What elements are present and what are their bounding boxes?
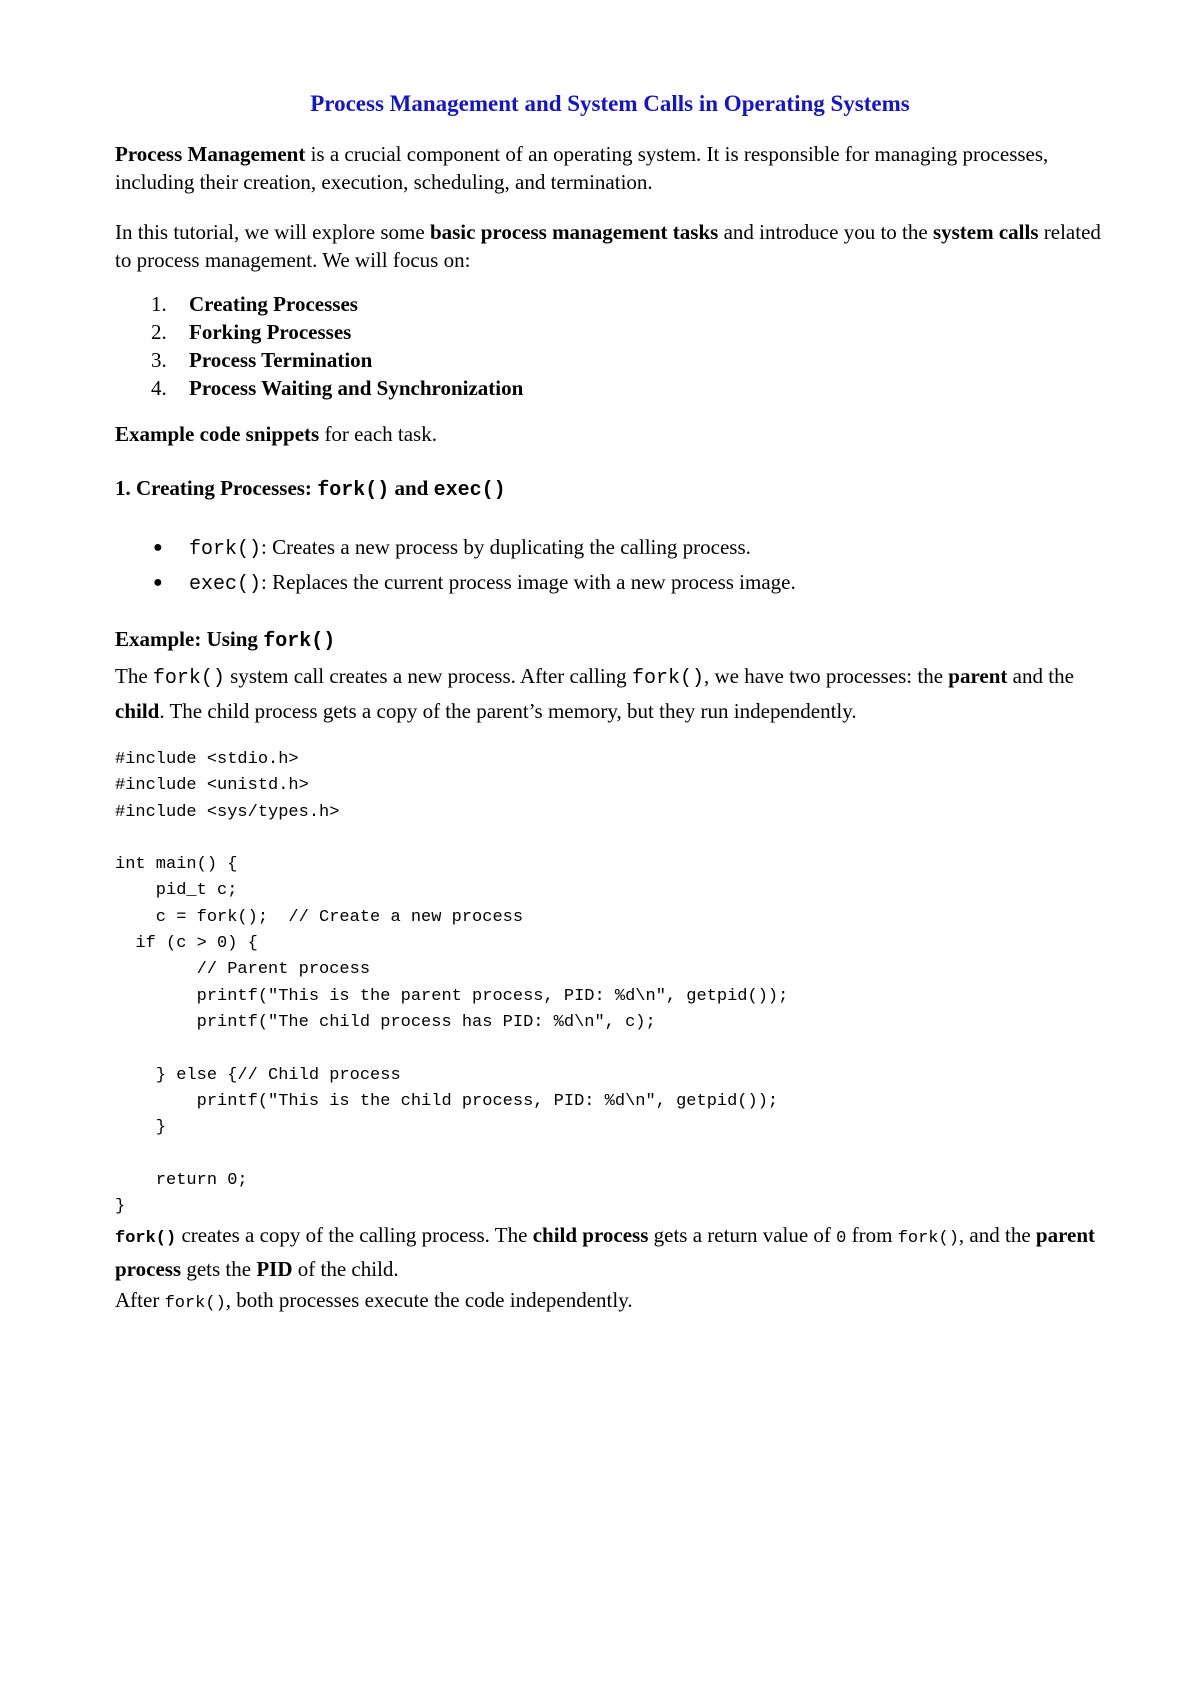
explanation-bold-child-process: child process bbox=[532, 1223, 649, 1248]
explanation-text: creates a copy of the calling process. The bbox=[176, 1223, 533, 1248]
section-heading-and: and bbox=[389, 476, 434, 500]
example-bold-parent: parent bbox=[948, 664, 1008, 688]
example-heading-code: fork() bbox=[263, 630, 336, 653]
explanation-text: from bbox=[846, 1223, 898, 1248]
example-code: fork() bbox=[631, 667, 704, 690]
tutorial-bold-system-calls: system calls bbox=[932, 220, 1039, 244]
snippets-text: for each task. bbox=[319, 422, 437, 446]
example-heading bbox=[115, 625, 1105, 656]
bullet-icon: ● bbox=[153, 539, 163, 556]
call-code: fork() bbox=[189, 538, 262, 561]
explanation-code: fork() bbox=[164, 1294, 226, 1314]
code-block: #include <stdio.h> #include <unistd.h> #include <sys/types.h> int main() { pid_t c; c = fork(); // Create a new process if (c > 0) { // Parent process printf("This is the parent process, PID: %d\n", getpid()); printf("The child process has PID: %d\n", c); } else {// Child process printf("This is the child process, PID: %d\n", getpid()); } return 0; } bbox=[115, 750, 789, 1217]
example-text: and the bbox=[1007, 664, 1074, 688]
page-title: Process Management and System Calls in Operating Systems bbox=[310, 91, 910, 116]
list-item-label: Creating Processes bbox=[189, 292, 358, 316]
system-calls-list bbox=[115, 531, 1105, 601]
list-item bbox=[115, 290, 1105, 318]
bullet-icon: ● bbox=[153, 574, 163, 591]
explanation-text: of the child. bbox=[292, 1257, 399, 1282]
example-paragraph bbox=[115, 660, 1105, 727]
intro-paragraph-text: is a crucial component of an operating system. It is responsible for managing processes, including their creation, execution, scheduling, and termination. bbox=[115, 142, 1049, 194]
list-number: 3. bbox=[151, 348, 167, 372]
example-bold-child: child bbox=[115, 699, 160, 723]
tutorial-text-b: and introduce you to the bbox=[718, 220, 933, 244]
snippets-line bbox=[115, 420, 1105, 448]
process-management-term: Process Management bbox=[115, 142, 306, 166]
explanation-text: , and the bbox=[958, 1223, 1036, 1248]
list-number: 2. bbox=[151, 320, 167, 344]
section-heading-creating-processes bbox=[115, 474, 1105, 505]
tutorial-bold-tasks: basic process management tasks bbox=[429, 220, 719, 244]
list-item-label: Process Waiting and Synchronization bbox=[189, 376, 524, 400]
call-description: : Replaces the current process image with a new process image. bbox=[261, 570, 796, 594]
tutorial-text-a: In this tutorial, we will explore some bbox=[115, 220, 430, 244]
list-item-label: Process Termination bbox=[189, 348, 373, 372]
explanation-code: fork() bbox=[897, 1229, 959, 1249]
section-heading-code-exec: exec() bbox=[433, 479, 506, 502]
explanation-bold-pid: PID bbox=[256, 1257, 293, 1282]
section-heading-text: 1. Creating Processes: bbox=[115, 476, 318, 500]
example-text: system call creates a new process. After calling bbox=[224, 664, 632, 688]
explanation-bold-parent-process: parent process bbox=[115, 1223, 1096, 1282]
example-text: . The child process gets a copy of the parent’s memory, but they run independently. bbox=[159, 699, 857, 723]
list-item bbox=[115, 566, 1105, 601]
tutorial-text-c: related to process management. We will focus on: bbox=[115, 220, 1101, 272]
list-item bbox=[115, 374, 1105, 402]
example-text: The bbox=[115, 664, 153, 688]
call-description: : Creates a new process by duplicating the calling process. bbox=[261, 535, 751, 559]
explanation-code: fork() bbox=[115, 1229, 177, 1249]
intro-paragraph bbox=[115, 140, 1105, 196]
list-number: 1. bbox=[151, 292, 167, 316]
explanation-line-2 bbox=[115, 1285, 1105, 1319]
list-item bbox=[115, 318, 1105, 346]
example-heading-text: Example: Using bbox=[115, 627, 264, 651]
section-heading-code-fork: fork() bbox=[317, 479, 390, 502]
explanation-text: , both processes execute the code independently. bbox=[225, 1288, 633, 1313]
list-number: 4. bbox=[151, 376, 167, 400]
explanation-text: gets a return value of bbox=[648, 1223, 837, 1248]
explanation-text: gets the bbox=[181, 1257, 257, 1282]
snippets-bold: Example code snippets bbox=[115, 422, 320, 446]
explanation-paragraph bbox=[115, 1220, 1105, 1285]
list-item bbox=[115, 346, 1105, 374]
explanation-code: 0 bbox=[836, 1229, 847, 1249]
tutorial-paragraph bbox=[115, 218, 1105, 274]
document-page bbox=[115, 88, 1105, 1319]
example-code: fork() bbox=[152, 667, 225, 690]
explanation-text: After bbox=[115, 1288, 165, 1313]
call-code: exec() bbox=[189, 573, 262, 596]
list-item bbox=[115, 531, 1105, 566]
topics-list bbox=[115, 290, 1105, 402]
list-item-label: Forking Processes bbox=[189, 320, 352, 344]
example-text: , we have two processes: the bbox=[703, 664, 949, 688]
